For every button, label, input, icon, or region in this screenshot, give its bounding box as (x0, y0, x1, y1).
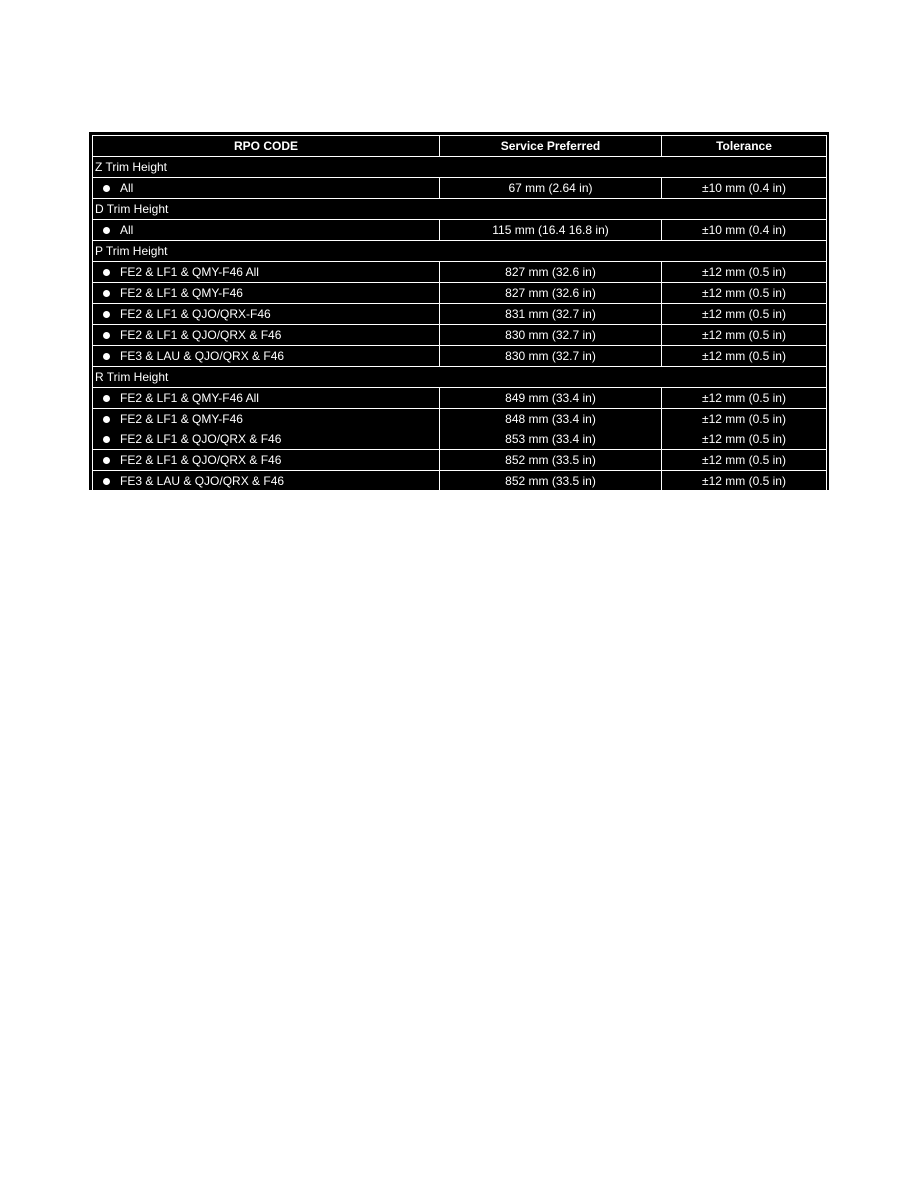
tolerance-cell: ±10 mm (0.4 in) (662, 220, 827, 241)
bullet-icon (103, 185, 110, 192)
section-row-r (93, 367, 827, 388)
table-row (93, 388, 827, 409)
section-row-d (93, 199, 827, 220)
tolerance-cell: ±12 mm (0.5 in) (662, 471, 827, 492)
bullet-icon (103, 478, 110, 485)
tolerance-cell: ±12 mm (0.5 in) (662, 283, 827, 304)
table-row (93, 283, 827, 304)
service-preferred-cell: 830 mm (32.7 in) (440, 325, 662, 346)
table-row (93, 346, 827, 367)
bullet-icon (103, 332, 110, 339)
trim-height-table (92, 135, 827, 492)
section-row-z (93, 157, 827, 178)
header-service-preferred: Service Preferred (440, 136, 662, 157)
bullet-icon (103, 290, 110, 297)
header-row (93, 136, 827, 157)
bullet-icon (103, 353, 110, 360)
rpo-code-cell: FE2 & LF1 & QJO/QRX & F46 (93, 450, 440, 471)
service-preferred-cell: 67 mm (2.64 in) (440, 178, 662, 199)
bullet-icon (103, 416, 110, 423)
rpo-code-cell: FE3 & LAU & QJO/QRX & F46 (93, 471, 440, 492)
header-rpo-code: RPO CODE (93, 136, 440, 157)
section-title-p: P Trim Height (93, 241, 827, 262)
rpo-code-cell: FE2 & LF1 & QJO/QRX-F46 (93, 304, 440, 325)
service-preferred-cell: 849 mm (33.4 in) (440, 388, 662, 409)
service-preferred-cell: 848 mm (33.4 in) 853 mm (33.4 in) (440, 409, 662, 450)
rpo-code-cell: FE2 & LF1 & QJO/QRX & F46 (93, 325, 440, 346)
bullet-icon (103, 269, 110, 276)
service-preferred-cell: 115 mm (16.4 16.8 in) (440, 220, 662, 241)
section-row-p (93, 241, 827, 262)
service-preferred-cell: 852 mm (33.5 in) (440, 450, 662, 471)
bullet-icon (103, 227, 110, 234)
table-row (93, 178, 827, 199)
rpo-code-cell: FE2 & LF1 & QMY-F46 All (93, 262, 440, 283)
rpo-code-cell: All (93, 220, 440, 241)
bullet-icon (103, 436, 110, 443)
tolerance-cell: ±12 mm (0.5 in) (662, 388, 827, 409)
service-preferred-cell: 830 mm (32.7 in) (440, 346, 662, 367)
table-row (93, 409, 827, 450)
table-row (93, 450, 827, 471)
tolerance-cell: ±12 mm (0.5 in) (662, 325, 827, 346)
header-tolerance: Tolerance (662, 136, 827, 157)
section-title-z: Z Trim Height (93, 157, 827, 178)
rpo-code-cell: FE2 & LF1 & QMY-F46 All (93, 388, 440, 409)
table-row (93, 262, 827, 283)
rpo-code-cell: All (93, 178, 440, 199)
service-preferred-cell: 852 mm (33.5 in) (440, 471, 662, 492)
tolerance-cell: ±12 mm (0.5 in) (662, 346, 827, 367)
bullet-icon (103, 395, 110, 402)
table-row (93, 220, 827, 241)
tolerance-cell: ±12 mm (0.5 in) ±12 mm (0.5 in) (662, 409, 827, 450)
bullet-icon (103, 457, 110, 464)
table-row (93, 471, 827, 492)
tolerance-cell: ±12 mm (0.5 in) (662, 450, 827, 471)
rpo-code-cell: FE3 & LAU & QJO/QRX & F46 (93, 346, 440, 367)
tolerance-cell: ±12 mm (0.5 in) (662, 262, 827, 283)
table-row (93, 304, 827, 325)
tolerance-cell: ±10 mm (0.4 in) (662, 178, 827, 199)
table-row (93, 325, 827, 346)
service-preferred-cell: 827 mm (32.6 in) (440, 283, 662, 304)
rpo-code-cell: FE2 & LF1 & QMY-F46 (93, 283, 440, 304)
section-title-d: D Trim Height (93, 199, 827, 220)
rpo-code-cell: FE2 & LF1 & QMY-F46 FE2 & LF1 & QJO/QRX & F46 (93, 409, 440, 450)
trim-height-table-frame (89, 132, 829, 490)
service-preferred-cell: 831 mm (32.7 in) (440, 304, 662, 325)
tolerance-cell: ±12 mm (0.5 in) (662, 304, 827, 325)
bullet-icon (103, 311, 110, 318)
section-title-r: R Trim Height (93, 367, 827, 388)
service-preferred-cell: 827 mm (32.6 in) (440, 262, 662, 283)
